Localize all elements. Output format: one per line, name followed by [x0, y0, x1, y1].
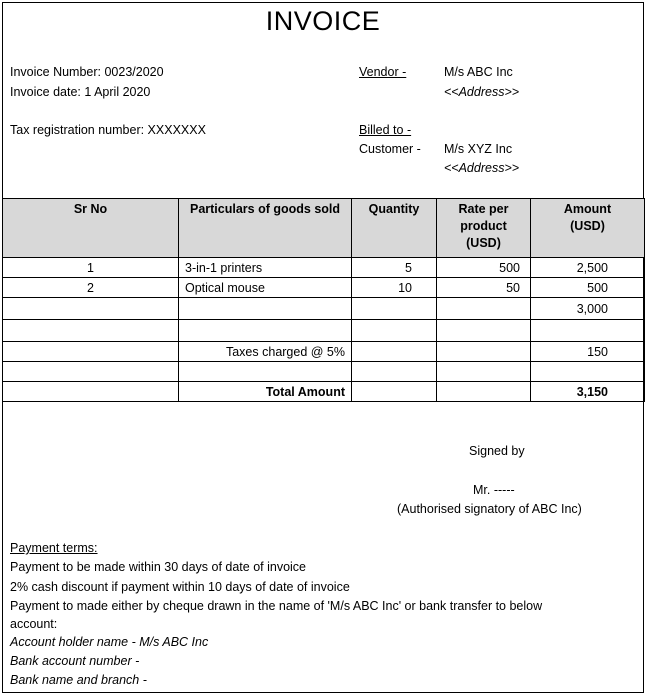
table-header-row — [3, 199, 645, 258]
total-label: Total Amount — [179, 382, 352, 402]
taxes-amount: 150 — [531, 342, 645, 362]
row-qty: 5 — [352, 258, 437, 278]
customer-name: M/s XYZ Inc — [444, 142, 513, 156]
vendor-name: M/s ABC Inc — [444, 65, 513, 79]
customer-label: Customer - — [359, 142, 421, 156]
vendor-label: Vendor - — [359, 65, 407, 79]
vendor-address: <<Address>> — [444, 85, 520, 99]
total-amount: 3,150 — [531, 382, 645, 402]
bank-detail-line: Bank account number - — [10, 654, 140, 668]
subtotal-row — [3, 298, 645, 320]
bank-detail-line: Bank name and branch - — [10, 673, 147, 687]
row-amount: 2,500 — [531, 258, 645, 278]
total-row — [3, 382, 645, 402]
billed-to-label: Billed to - — [359, 123, 412, 137]
row-item: Optical mouse — [179, 278, 352, 298]
bank-detail-line: Account holder name - M/s ABC Inc — [10, 635, 209, 649]
taxes-label: Taxes charged @ 5% — [179, 342, 352, 362]
row-qty: 10 — [352, 278, 437, 298]
payment-term-line: account: — [10, 617, 58, 631]
signatory-name: Mr. ----- — [473, 483, 515, 497]
row-sr: 2 — [3, 278, 179, 298]
header-quantity: Quantity — [352, 199, 437, 258]
row-sr: 1 — [3, 258, 179, 278]
invoice-number: Invoice Number: 0023/2020 — [10, 65, 164, 79]
subtotal-amount: 3,000 — [531, 298, 645, 320]
payment-term-line: 2% cash discount if payment within 10 days of date of invoice — [10, 580, 350, 594]
payment-terms-heading: Payment terms: — [10, 541, 98, 555]
invoice-items-table — [2, 198, 645, 402]
row-amount: 500 — [531, 278, 645, 298]
header-sr-no: Sr No — [3, 199, 179, 258]
header-amount — [531, 199, 645, 258]
customer-address: <<Address>> — [444, 161, 520, 175]
table-row — [3, 278, 645, 298]
invoice-title: INVOICE — [265, 6, 381, 36]
row-rate: 50 — [437, 278, 531, 298]
payment-term-line: Payment to made either by cheque drawn in the name of 'M/s ABC Inc' or bank transfer to below — [10, 599, 543, 613]
taxes-row — [3, 342, 645, 362]
header-amount-text: Amount (USD) — [563, 202, 612, 233]
invoice-date: Invoice date: 1 April 2020 — [10, 85, 151, 99]
table-row — [3, 258, 645, 278]
signed-by: Signed by — [469, 444, 525, 458]
blank-row — [3, 320, 645, 342]
header-particulars: Particulars of goods sold — [179, 199, 352, 258]
header-rate-text: Rate per product (USD) — [458, 202, 509, 250]
row-rate: 500 — [437, 258, 531, 278]
payment-term-line: Payment to be made within 30 days of date of invoice — [10, 560, 307, 574]
header-rate — [437, 199, 531, 258]
row-item: 3-in-1 printers — [179, 258, 352, 278]
signatory-role: (Authorised signatory of ABC Inc) — [397, 502, 582, 516]
tax-registration-number: Tax registration number: XXXXXXX — [10, 123, 206, 137]
blank-row — [3, 362, 645, 382]
